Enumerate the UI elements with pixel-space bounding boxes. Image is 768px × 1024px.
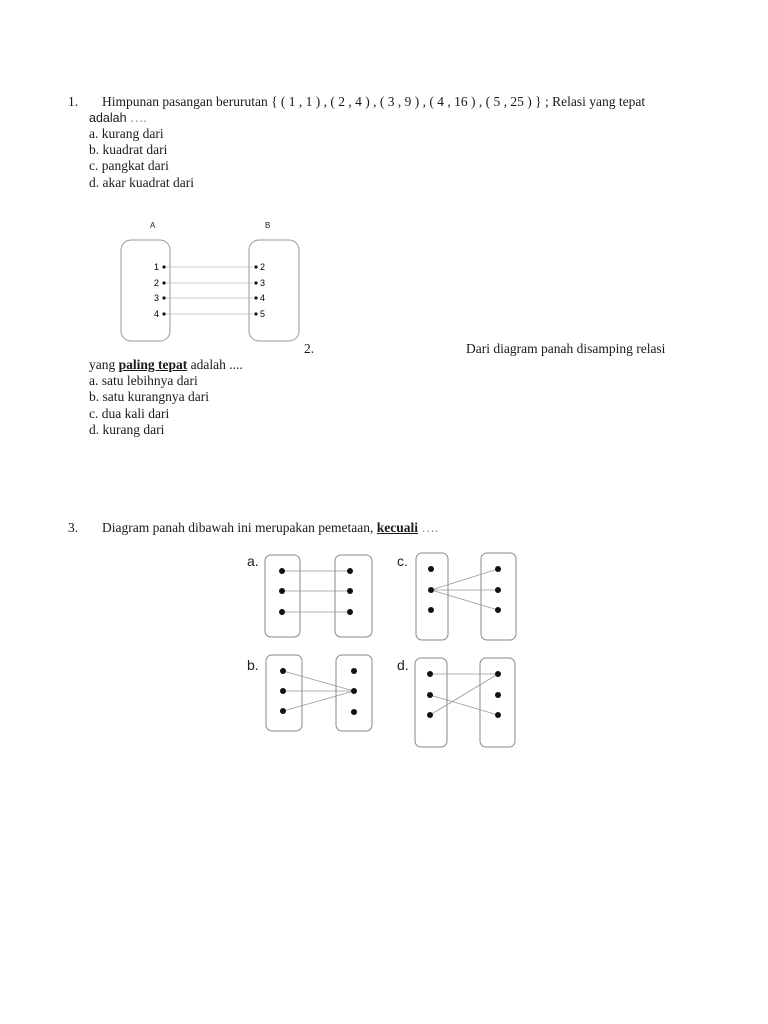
q3-c-codomain-box: [481, 553, 516, 640]
q2-text-prefix: yang: [89, 357, 116, 372]
q3-b-codomain-box: [336, 655, 372, 731]
q3-ellipsis: ….: [421, 520, 439, 535]
q3-diagram-b: [247, 655, 372, 731]
q3-d-codomain-box: [480, 658, 515, 747]
q2-number: 2.: [304, 341, 315, 356]
q1-ellipsis: ….: [129, 110, 147, 125]
q2-set-b-box: [249, 240, 299, 341]
q2-option-b: b. satu kurangnya dari: [89, 389, 209, 404]
q2-text-suffix: adalah ....: [190, 357, 243, 372]
q2-set-a-box: [121, 240, 170, 341]
q2-right-dot: [254, 265, 257, 268]
q1-option-d: d. akar kuadrat dari: [89, 175, 194, 190]
q3-emphasis: kecuali: [376, 520, 419, 535]
q2-option-d: d. kurang dari: [89, 422, 165, 437]
q2-left-item: 4: [154, 309, 160, 319]
q1-text-adalah: adalah: [89, 111, 127, 125]
q2-left-dot: [162, 265, 165, 268]
q3-diagram-d: [397, 657, 515, 747]
q2-left-item: 1: [154, 262, 160, 272]
q3-diagram-c: [397, 553, 516, 640]
q2-right-dot: [254, 312, 257, 315]
q3-label-d: d.: [397, 657, 409, 673]
q3-number: 3.: [68, 520, 79, 535]
q2-set-b-label: B: [265, 221, 271, 230]
q3-a-domain-box: [265, 555, 300, 637]
q3-label-c: c.: [397, 553, 408, 569]
q2-right-dot: [254, 296, 257, 299]
q2-right-item: 5: [260, 309, 266, 319]
q3-label-b: b.: [247, 657, 259, 673]
q2-set-a-label: A: [150, 221, 156, 230]
q1-text: Himpunan pasangan berurutan { ( 1 , 1 ) , ( 2 , 4 ) , ( 3 , 9 ) , ( 4 , 16 ) , ( 5 , 25 ) } ; Relasi yang tepat: [102, 94, 646, 109]
q1-option-b: b. kuadrat dari: [89, 142, 168, 157]
q2-option-a: a. satu lebihnya dari: [89, 373, 198, 388]
q2-text-cont: [89, 357, 243, 373]
q1-number: 1.: [68, 94, 79, 109]
q2-left-dot: [162, 296, 165, 299]
q3-a-codomain-box: [335, 555, 372, 637]
q3-d-domain-box: [415, 658, 447, 747]
q2-right-item: 3: [260, 278, 266, 288]
q2-left-item: 3: [154, 293, 160, 303]
q2-right-item: 4: [260, 293, 266, 303]
q3-text-line: [102, 520, 438, 536]
q3-text: Diagram panah dibawah ini merupakan pemetaan,: [102, 520, 374, 535]
q1-option-c: c. pangkat dari: [89, 158, 169, 173]
q2-emphasis: paling tepat: [118, 357, 188, 372]
q3-b-domain-box: [266, 655, 302, 731]
q2-option-c: c. dua kali dari: [89, 406, 170, 421]
q3-c-domain-box: [416, 553, 448, 640]
q2-right-item: 2: [260, 262, 266, 272]
q2-right-dot: [254, 281, 257, 284]
q3-diagram-a: [247, 553, 372, 637]
q2-left-item: 2: [154, 278, 160, 288]
q1-option-a: a. kurang dari: [89, 126, 164, 141]
q2-left-dot: [162, 312, 165, 315]
q3-label-a: a.: [247, 553, 259, 569]
q2-left-dot: [162, 281, 165, 284]
q1-text-cont: [89, 110, 147, 126]
q2-text: Dari diagram panah disamping relasi: [466, 341, 666, 356]
q2-mapping-rows: [154, 262, 265, 319]
